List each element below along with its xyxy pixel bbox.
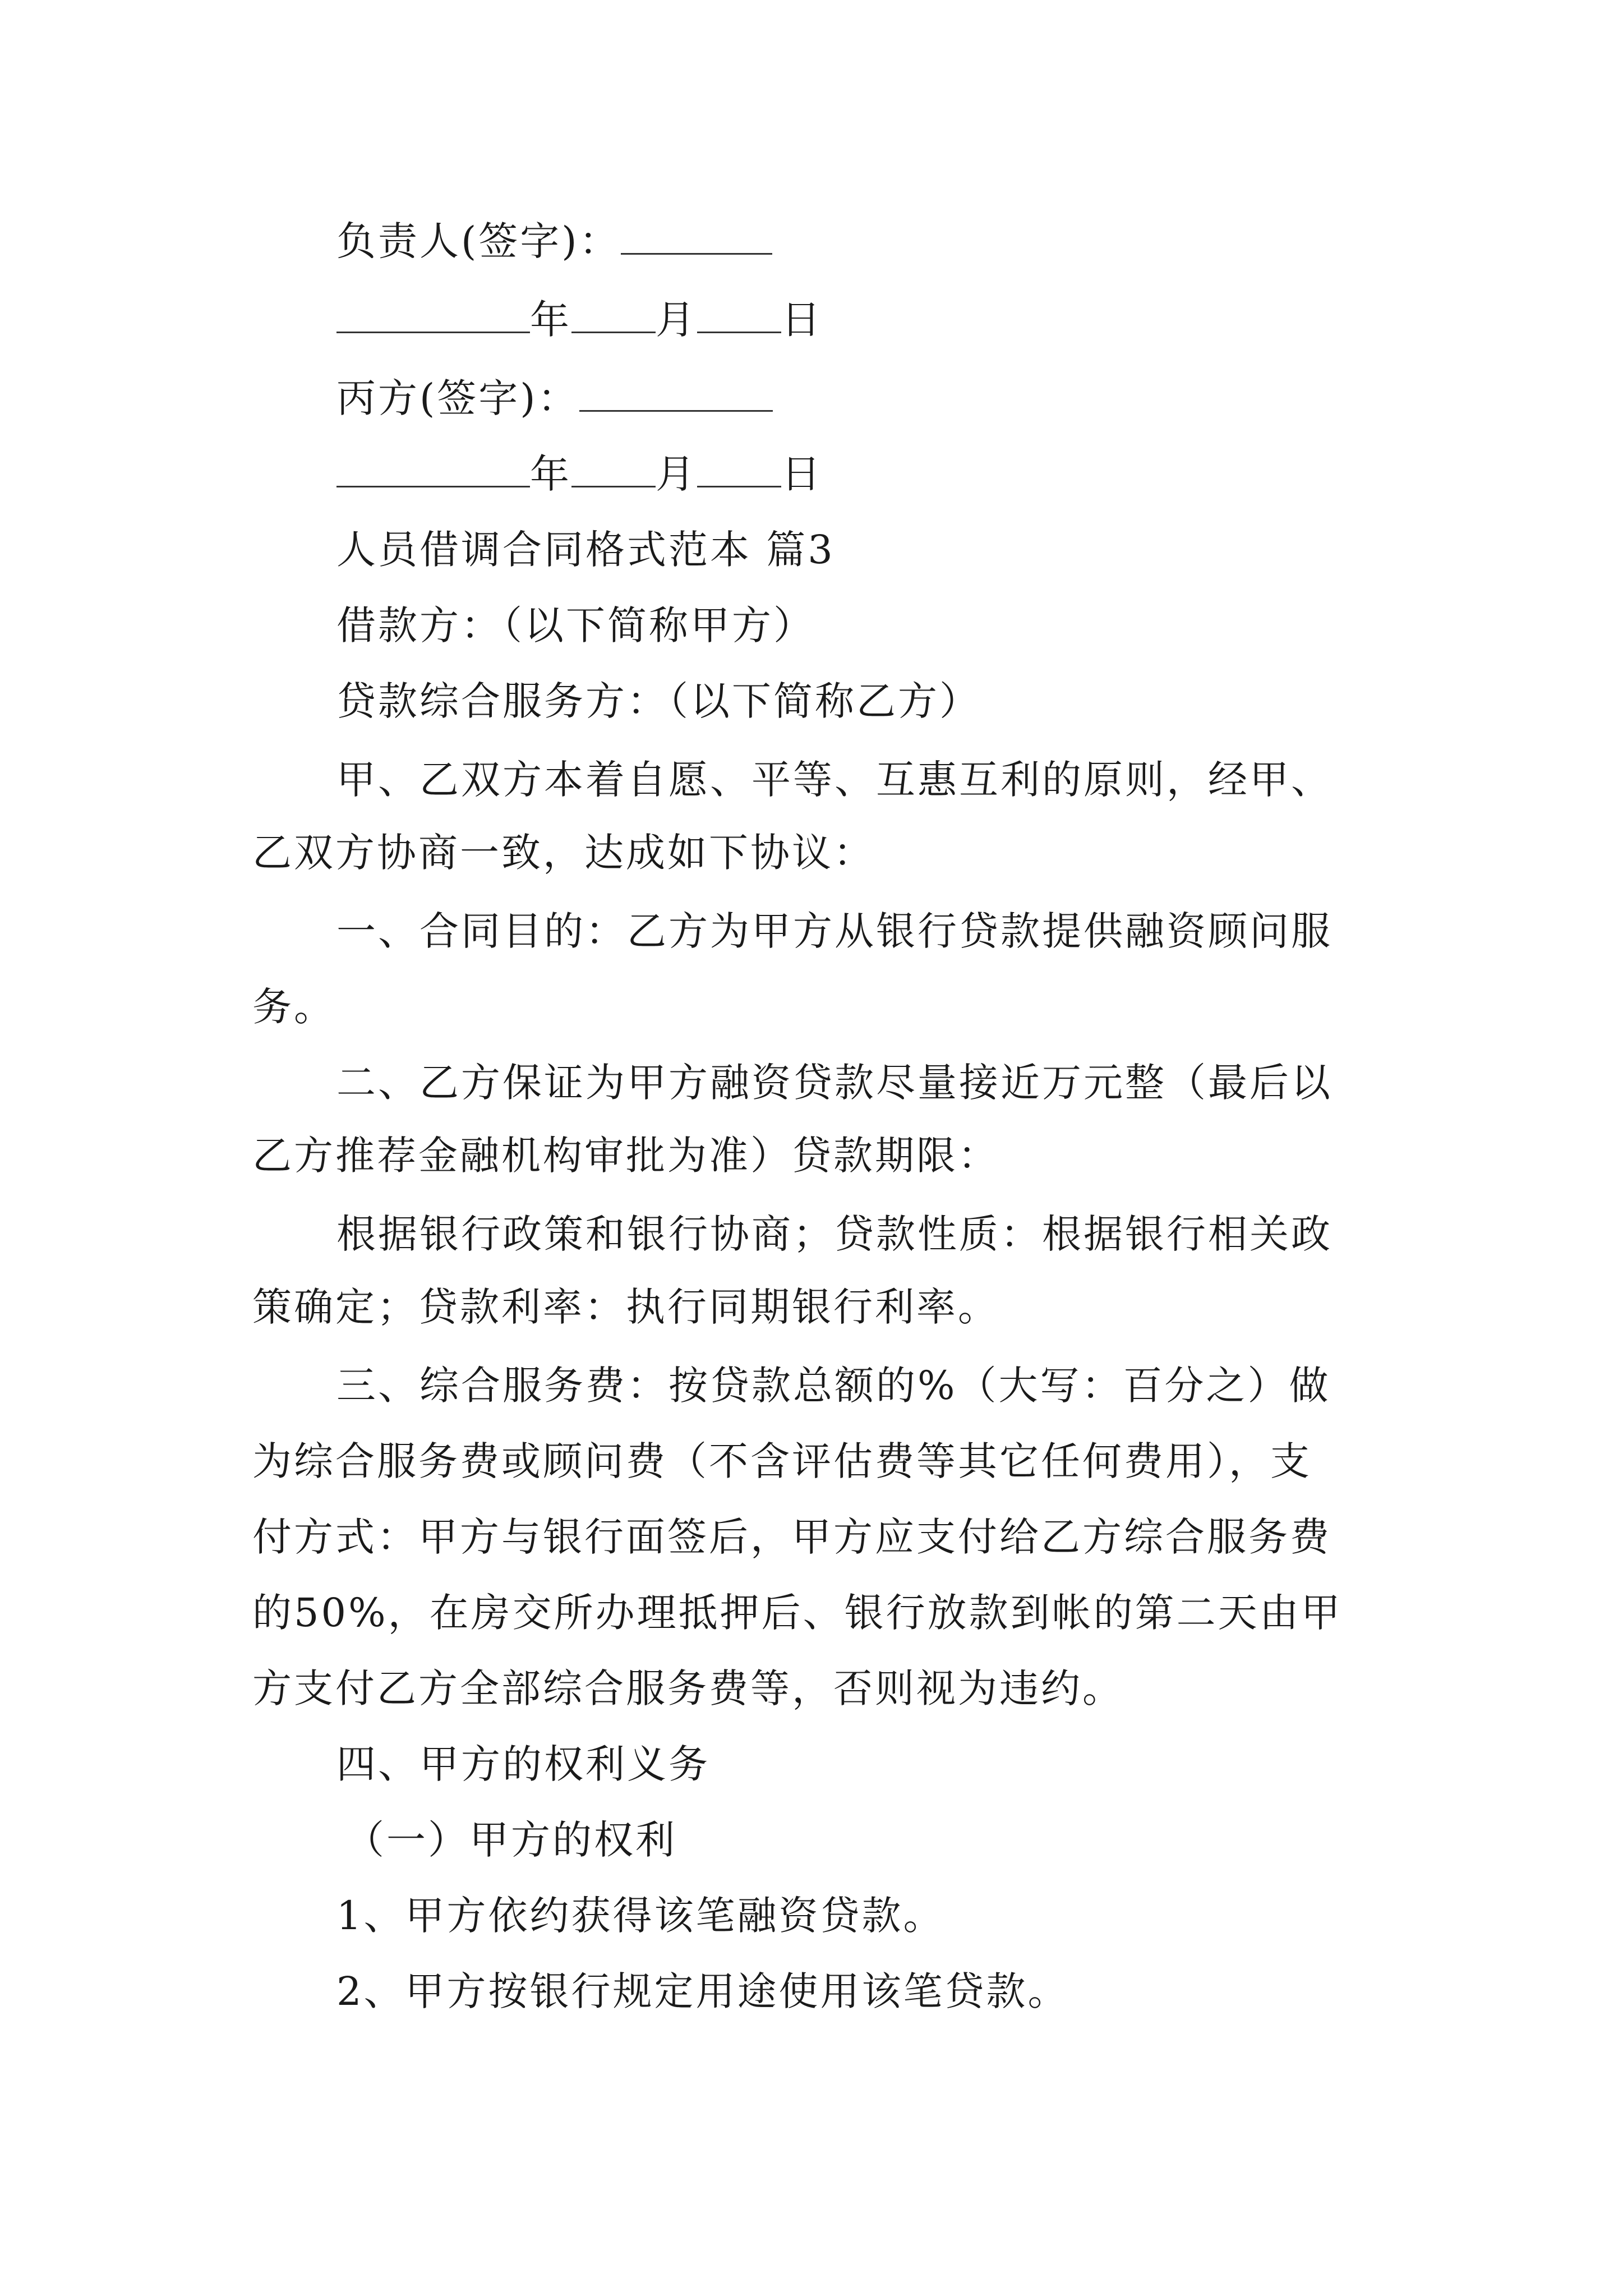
year-blank-1[interactable] bbox=[336, 298, 530, 333]
party-c-label: 丙方(签字)： bbox=[336, 375, 579, 421]
year-blank-2[interactable] bbox=[336, 452, 530, 487]
article-4-item-1: 1、甲方依约获得该笔融资贷款。 bbox=[336, 1893, 945, 1939]
article-4-subheading: （一）甲方的权利 bbox=[345, 1817, 677, 1863]
article-2-line-1: 二、乙方保证为甲方融资贷款尽量接近万元整（最后以 bbox=[336, 1060, 1332, 1106]
article-2-line-2: 乙方推荐金融机构审批为准）贷款期限： bbox=[252, 1133, 999, 1179]
day-label-2: 日 bbox=[781, 451, 823, 497]
day-label-1: 日 bbox=[781, 297, 823, 343]
article-2b-line-1: 根据银行政策和银行协商；贷款性质：根据银行相关政 bbox=[336, 1211, 1332, 1257]
month-label-1: 月 bbox=[656, 297, 697, 343]
day-blank-1[interactable] bbox=[697, 298, 781, 333]
party-c-signature-line bbox=[336, 370, 1458, 426]
date-line-1 bbox=[336, 292, 1458, 348]
article-1-line-2: 务。 bbox=[252, 984, 335, 1030]
intro-paragraph-line-2: 乙双方协商一致，达成如下协议： bbox=[252, 830, 875, 876]
article-4-item-2: 2、甲方按银行规定用途使用该笔贷款。 bbox=[336, 1968, 1069, 2014]
day-blank-2[interactable] bbox=[697, 452, 781, 487]
responsible-label: 负责人(签字)： bbox=[336, 218, 621, 264]
section-heading: 人员借调合同格式范本 篇3 bbox=[336, 527, 835, 573]
responsible-signature-line bbox=[336, 213, 1458, 269]
month-blank-1[interactable] bbox=[571, 298, 656, 333]
article-3-line-4: 的50%，在房交所办理抵押后、银行放款到帐的第二天由甲 bbox=[252, 1590, 1343, 1636]
article-4-heading: 四、甲方的权利义务 bbox=[336, 1741, 710, 1787]
party-c-signature-blank[interactable] bbox=[579, 376, 773, 412]
article-1-line-1: 一、合同目的：乙方为甲方从银行贷款提供融资顾问服 bbox=[336, 908, 1332, 954]
date-line-2 bbox=[336, 446, 1458, 502]
article-3-line-3: 付方式：甲方与银行面签后，甲方应支付给乙方综合服务费 bbox=[252, 1514, 1331, 1560]
year-label-1: 年 bbox=[530, 297, 571, 343]
responsible-signature-blank[interactable] bbox=[621, 219, 772, 255]
article-3-line-2: 为综合服务费或顾问费（不含评估费等其它任何费用），支 bbox=[252, 1438, 1312, 1484]
month-blank-2[interactable] bbox=[571, 452, 656, 487]
service-provider-line: 贷款综合服务方：（以下简称乙方） bbox=[336, 678, 981, 724]
article-3-line-5: 方支付乙方全部综合服务费等，否则视为违约。 bbox=[252, 1665, 1124, 1711]
month-label-2: 月 bbox=[656, 451, 697, 497]
article-2b-line-2: 策确定；贷款利率：执行同期银行利率。 bbox=[252, 1284, 999, 1330]
article-3-line-1: 三、综合服务费：按贷款总额的%（大写：百分之）做 bbox=[336, 1363, 1331, 1409]
borrower-line: 借款方：（以下简称甲方） bbox=[336, 602, 815, 648]
year-label-2: 年 bbox=[530, 451, 571, 497]
intro-paragraph-line-1: 甲、乙双方本着自愿、平等、互惠互利的原则，经甲、 bbox=[336, 757, 1332, 803]
